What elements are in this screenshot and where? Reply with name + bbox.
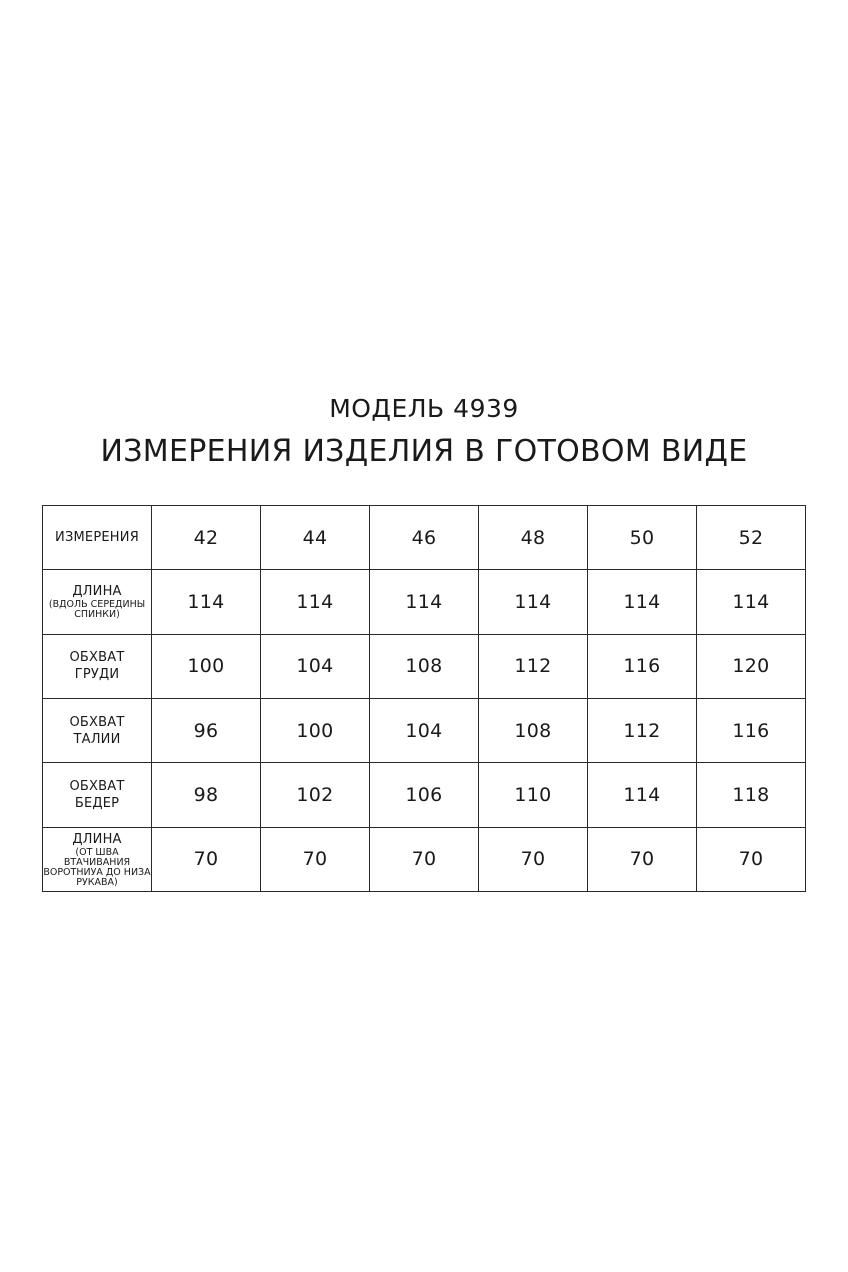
row-label: ОБХВАТ ГРУДИ: [43, 634, 152, 698]
table-cell: 100: [152, 634, 261, 698]
table-cell: 98: [152, 763, 261, 827]
table-row-hips: [43, 763, 806, 827]
row-label: ДЛИНА (ОТ ШВА ВТАЧИВАНИЯ ВОРОТНИУА ДО НИЗА РУКАВА): [43, 827, 152, 891]
table-row-length-back: [43, 570, 806, 634]
table-cell: 114: [152, 570, 261, 634]
table-cell: 114: [370, 570, 479, 634]
size-header-cell: 46: [370, 506, 479, 570]
table-cell: 120: [697, 634, 806, 698]
table-cell: 70: [261, 827, 370, 891]
model-number: МОДЕЛЬ 4939: [329, 394, 519, 423]
table-cell: 118: [697, 763, 806, 827]
table-cell: 106: [370, 763, 479, 827]
table-cell: 112: [479, 634, 588, 698]
table-cell: 110: [479, 763, 588, 827]
size-header-cell: 42: [152, 506, 261, 570]
table-cell: 108: [479, 698, 588, 762]
page-title: ИЗМЕРЕНИЯ ИЗДЕЛИЯ В ГОТОВОМ ВИДЕ: [100, 434, 748, 469]
table-cell: 104: [370, 698, 479, 762]
table-cell: 114: [697, 570, 806, 634]
table-header-row: [43, 506, 806, 570]
table-cell: 116: [697, 698, 806, 762]
size-header-cell: 50: [588, 506, 697, 570]
table-cell: 114: [588, 763, 697, 827]
size-chart-table: [42, 505, 806, 892]
table-cell: 112: [588, 698, 697, 762]
table-cell: 116: [588, 634, 697, 698]
table-cell: 114: [479, 570, 588, 634]
table-cell: 104: [261, 634, 370, 698]
size-header-cell: 44: [261, 506, 370, 570]
row-label: ОБХВАТ БЕДЕР: [43, 763, 152, 827]
table-header-label: ИЗМЕРЕНИЯ: [43, 506, 152, 570]
table-row-waist: [43, 698, 806, 762]
table-row-chest: [43, 634, 806, 698]
table-cell: 70: [370, 827, 479, 891]
table-cell: 70: [697, 827, 806, 891]
row-label: ОБХВАТ ТАЛИИ: [43, 698, 152, 762]
table-cell: 96: [152, 698, 261, 762]
table-cell: 114: [588, 570, 697, 634]
table-cell: 70: [479, 827, 588, 891]
table-cell: 100: [261, 698, 370, 762]
table-cell: 108: [370, 634, 479, 698]
size-header-cell: 48: [479, 506, 588, 570]
row-label: ДЛИНА (ВДОЛЬ СЕРЕДИНЫ СПИНКИ): [43, 570, 152, 634]
table-cell: 70: [152, 827, 261, 891]
table-cell: 70: [588, 827, 697, 891]
table-cell: 114: [261, 570, 370, 634]
table-cell: 102: [261, 763, 370, 827]
size-header-cell: 52: [697, 506, 806, 570]
table-row-sleeve-length: [43, 827, 806, 891]
